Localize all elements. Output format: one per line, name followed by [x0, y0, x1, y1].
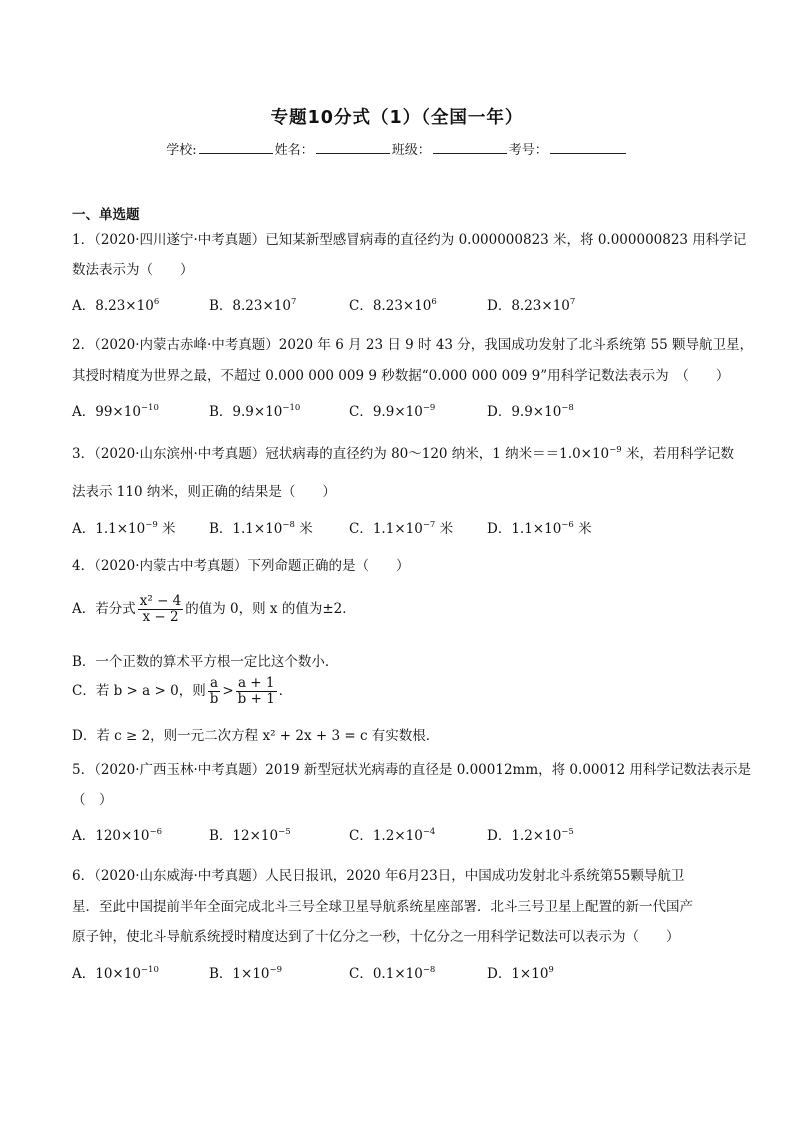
option-value: 1.1×10 — [232, 521, 283, 537]
option-label: A． — [72, 966, 96, 982]
option-text: A．若分式 — [72, 601, 136, 617]
option-value: 1.1×10 — [95, 521, 146, 537]
fraction-denominator: x − 2 — [142, 609, 179, 625]
option-text: 的值为 0，则 x 的值为±2． — [185, 601, 356, 617]
option-exponent: −6 — [561, 520, 574, 530]
option-unit: 米 — [157, 521, 176, 537]
option-exponent: −6 — [149, 827, 163, 837]
exam-no-blank[interactable] — [550, 139, 626, 154]
question-3-line-2: 法表示 110 纳米，则正确的结果是（ ） — [72, 484, 336, 500]
option-label: D． — [487, 828, 512, 844]
option-d[interactable] — [487, 402, 574, 422]
option-label: D． — [487, 521, 512, 537]
option-exponent: −9 — [269, 965, 283, 975]
fraction-denominator: b — [209, 691, 219, 707]
option-exponent: −10 — [140, 965, 159, 975]
class-label: 班级： — [391, 143, 431, 158]
option-c[interactable] — [349, 402, 435, 422]
option-b[interactable] — [209, 296, 296, 316]
question-4-option-a[interactable] — [72, 594, 736, 625]
option-value: 1×10 — [232, 966, 270, 982]
option-exponent: 6 — [153, 297, 160, 307]
option-b[interactable] — [209, 964, 282, 984]
option-b[interactable] — [209, 402, 300, 422]
option-label: B． — [209, 521, 233, 537]
option-label: A． — [72, 404, 96, 420]
option-label: C． — [349, 298, 373, 314]
question-2-line-2: 其授时精度为世界之最，不超过 0.000 000 009 9 秒数据“0.000 000 009 9”用科学记数法表示为 （ ） — [72, 368, 730, 384]
option-label: B． — [209, 298, 233, 314]
option-value: 1.2×10 — [372, 828, 423, 844]
option-exponent: −5 — [561, 827, 574, 837]
fraction-numerator: a — [208, 676, 221, 692]
option-label: D． — [487, 966, 512, 982]
option-a[interactable] — [72, 964, 159, 984]
option-exponent: −4 — [422, 827, 436, 837]
option-value: 8.23×10 — [95, 298, 154, 314]
option-label: B． — [209, 828, 233, 844]
option-c[interactable] — [349, 964, 435, 984]
name-blank[interactable] — [316, 139, 390, 154]
option-value: 12×10 — [232, 828, 279, 844]
option-exponent: 6 — [431, 297, 437, 307]
option-exponent: 7 — [569, 297, 576, 307]
question-3-line-1 — [72, 444, 736, 464]
option-label: D． — [487, 404, 512, 420]
question-1-line-1: 1．（2020·四川遂宁·中考真题）已知某新型感冒病毒的直径约为 0.000000823 米，将 0.000000823 用科学记 — [72, 232, 747, 248]
option-value: 120×10 — [95, 828, 150, 844]
option-label: B． — [209, 404, 233, 420]
question-4-option-b[interactable]: B．一个正数的算术平方根一定比这个数小． — [72, 654, 339, 670]
option-value: 1.1×10 — [372, 521, 423, 537]
option-d[interactable] — [487, 519, 592, 539]
question-2-line-1: 2．（2020·内蒙古赤峰·中考真题）2020 年 6 月 23 日 9 时 43 分，我国成功发射了北斗系统第 55 颗导航卫星， — [72, 337, 754, 353]
option-text: C．若 b > a > 0，则 — [72, 683, 206, 699]
option-value: 1.1×10 — [511, 521, 562, 537]
option-exponent: 9 — [548, 965, 554, 975]
option-label: C． — [349, 966, 373, 982]
option-value: 9.9×10 — [511, 404, 562, 420]
option-value: 8.23×10 — [511, 298, 570, 314]
option-label: A． — [72, 521, 96, 537]
option-c[interactable] — [349, 826, 435, 846]
option-value: 9.9×10 — [372, 404, 423, 420]
option-value: 99×10 — [95, 404, 141, 420]
option-unit: 米 — [573, 521, 592, 537]
option-a[interactable] — [72, 296, 159, 316]
option-exponent: −8 — [282, 520, 295, 530]
question-4-option-c[interactable] — [72, 676, 736, 707]
option-unit: 米 — [294, 521, 313, 537]
question-6-line-2: 星．至此中国提前半年全面完成北斗三号全球卫星导航系统星座部署．北斗三号卫星上配置的新一代国产 — [72, 899, 693, 915]
question-4-option-d[interactable]: D．若 c ≥ 2，则一元二次方程 x² + 2x + 3 = c 有实数根． — [72, 728, 440, 744]
option-exponent: −10 — [282, 403, 301, 413]
option-d[interactable] — [487, 964, 554, 984]
fraction-numerator: a + 1 — [236, 676, 277, 692]
option-b[interactable] — [209, 519, 313, 539]
question-5-line-1: 5．（2020·广西玉林·中考真题）2019 新型冠状光病毒的直径是 0.00012mm，将 0.00012 用科学记数法表示是 — [72, 762, 752, 778]
option-unit: 米 — [435, 521, 454, 537]
text-part: 米，若用科学记数 — [621, 446, 734, 462]
question-6-line-3: 原子钟，使北斗导航系统授时精度达到了十亿分之一秒，十亿分之一用科学记数法可以表示为（ ） — [72, 929, 680, 945]
class-blank[interactable] — [433, 139, 507, 154]
comparison-sign: > — [222, 683, 234, 699]
option-exponent: −7 — [422, 520, 436, 530]
question-4-line-1: 4．（2020·内蒙古中考真题）下列命题正确的是（ ） — [72, 558, 410, 574]
option-exponent: −9 — [422, 403, 436, 413]
option-label: C． — [349, 828, 373, 844]
fraction — [208, 676, 221, 707]
option-d[interactable] — [487, 826, 574, 846]
option-a[interactable] — [72, 826, 162, 846]
section-heading: 一、单选题 — [72, 207, 140, 223]
text-part: 3．（2020·山东滨州·中考真题）冠状病毒的直径约为 80～120 纳米，1 纳米＝＝1.0×10 — [72, 446, 610, 462]
option-a[interactable] — [72, 519, 176, 539]
option-exponent: −10 — [140, 403, 159, 413]
fraction-denominator: b + 1 — [237, 691, 275, 707]
option-label: A． — [72, 298, 96, 314]
option-value: 8.23×10 — [232, 298, 291, 314]
option-value: 1.2×10 — [511, 828, 562, 844]
option-text: ． — [278, 683, 293, 699]
exam-no-label: 考号： — [508, 143, 548, 158]
option-exponent: −9 — [145, 520, 158, 530]
option-label: C． — [349, 404, 373, 420]
question-5-line-2: （ ） — [72, 792, 113, 808]
option-c[interactable] — [349, 519, 453, 539]
school-label: 学校: — [166, 143, 197, 158]
option-c[interactable] — [349, 296, 437, 316]
fraction — [236, 676, 277, 707]
option-exponent: −8 — [561, 403, 574, 413]
option-exponent: −8 — [422, 965, 436, 975]
option-label: A． — [72, 828, 96, 844]
page-title: 专题10分式（1）（全国一年） — [270, 108, 524, 128]
fraction-numerator: x² − 4 — [139, 593, 182, 609]
option-a[interactable] — [72, 402, 159, 422]
option-value: 8.23×10 — [372, 298, 432, 314]
option-b[interactable] — [209, 826, 291, 846]
name-label: 姓名： — [274, 143, 314, 158]
option-label: B． — [209, 966, 233, 982]
student-info-line — [0, 139, 794, 158]
option-label: C． — [349, 521, 373, 537]
school-blank[interactable] — [199, 139, 273, 154]
option-value: 9.9×10 — [232, 404, 283, 420]
fraction — [138, 594, 184, 625]
option-d[interactable] — [487, 296, 575, 316]
option-exponent: 7 — [290, 297, 297, 307]
option-label: D． — [487, 298, 512, 314]
option-value: 0.1×10 — [372, 966, 423, 982]
question-1-line-2: 数法表示为（ ） — [72, 262, 194, 278]
question-6-line-1: 6．（2020·山东威海·中考真题）人民日报讯，2020 年6月23日，中国成功发射北斗系统第55颗导航卫 — [72, 868, 685, 884]
option-value: 1×10 — [511, 966, 549, 982]
option-exponent: −5 — [278, 827, 291, 837]
option-value: 10×10 — [95, 966, 141, 982]
exponent: −9 — [609, 445, 622, 455]
